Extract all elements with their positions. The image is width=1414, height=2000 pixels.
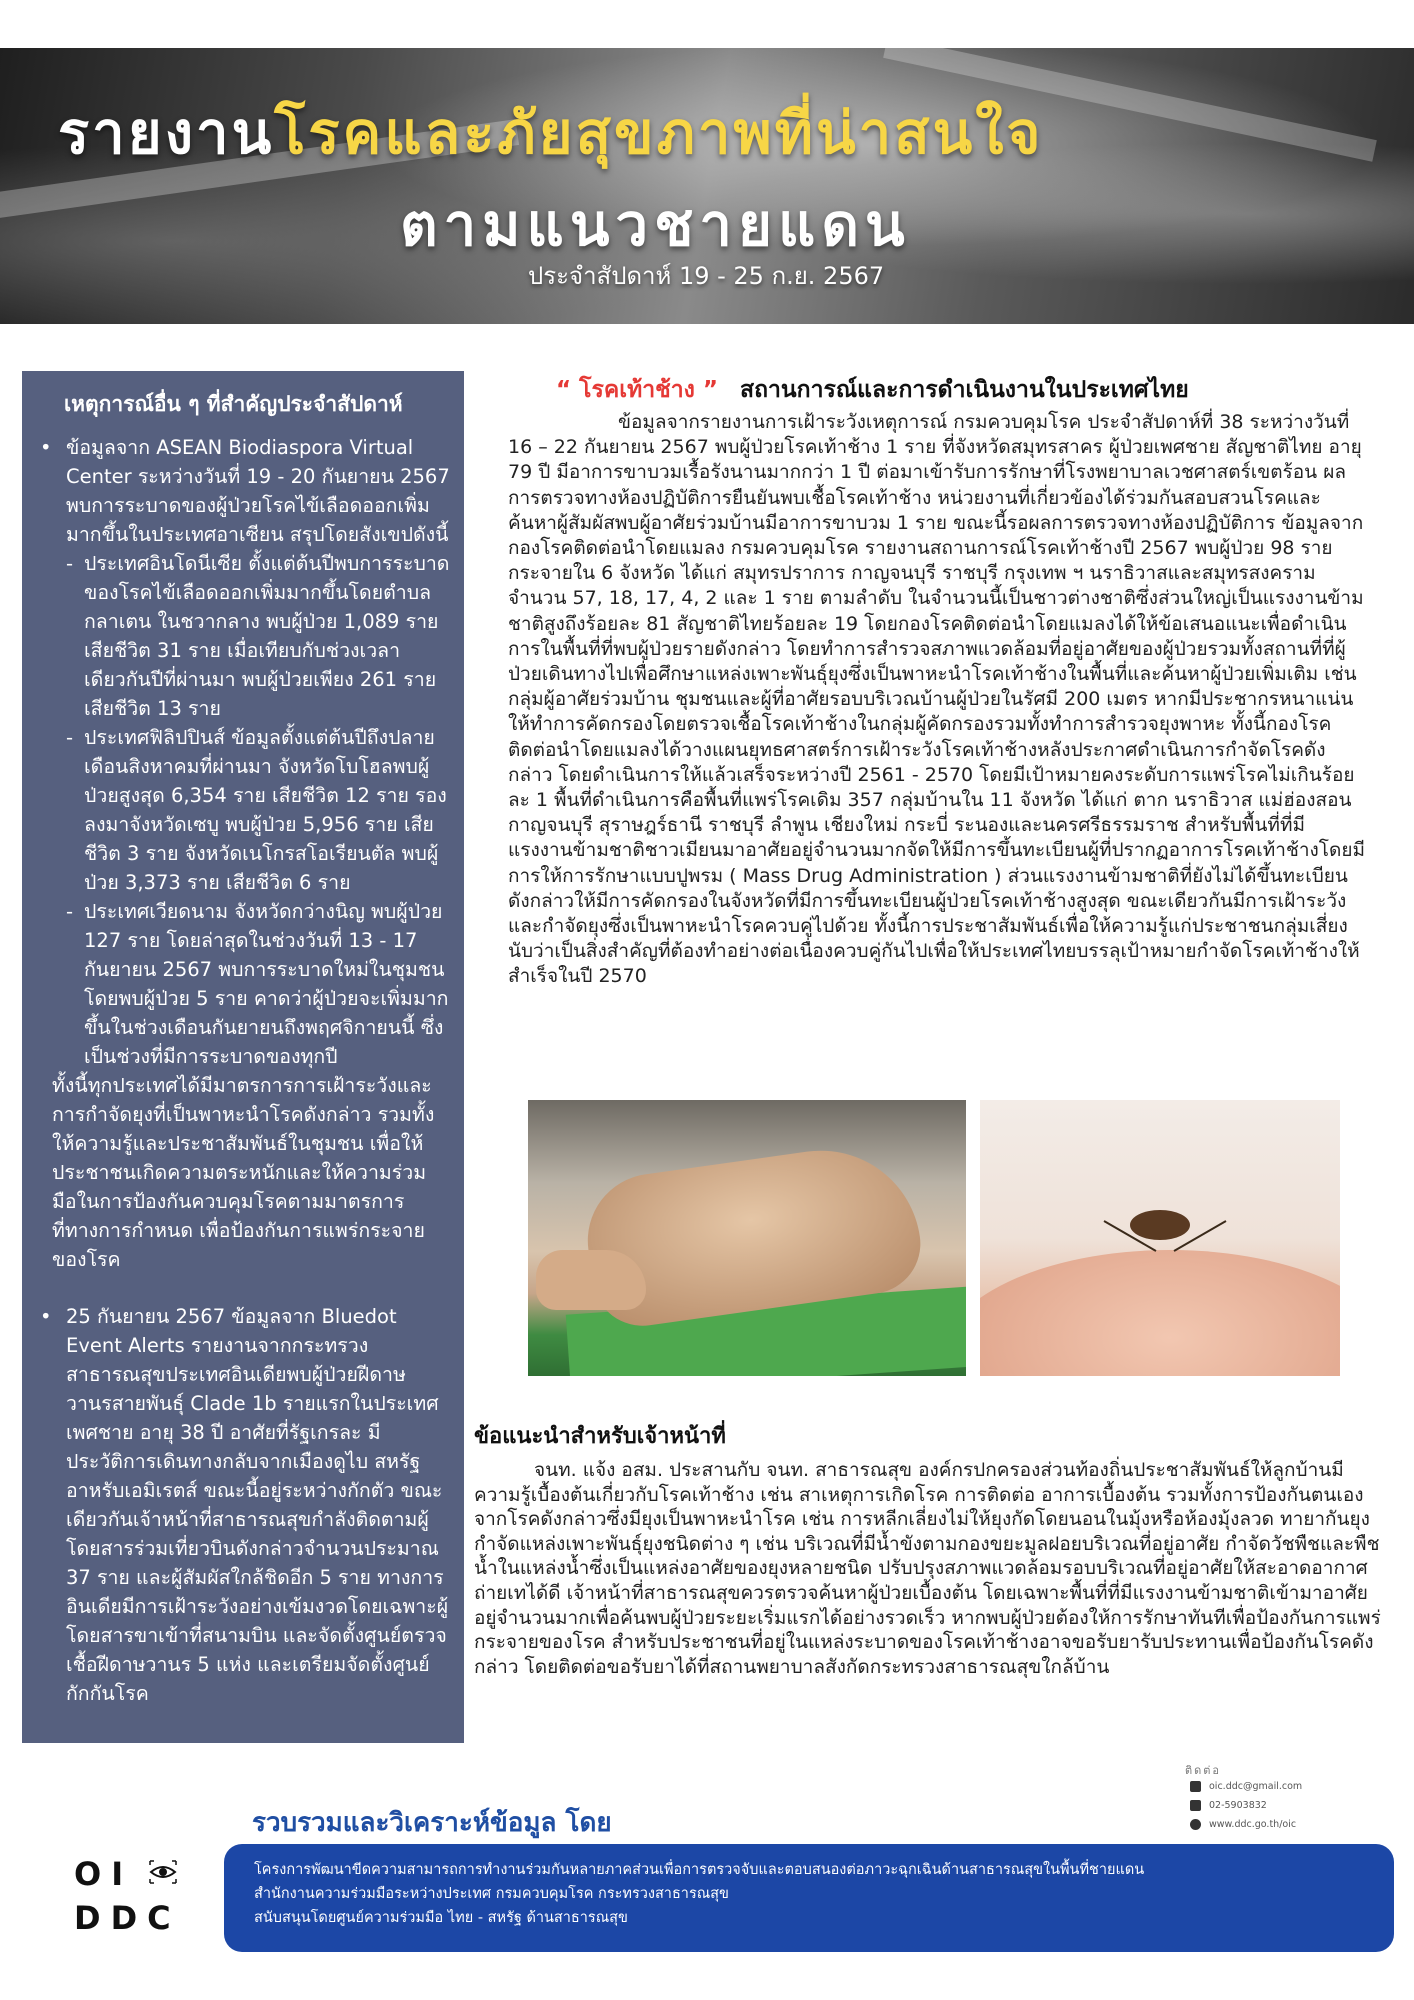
sidebar-heading: เหตุการณ์อื่น ๆ ที่สำคัญประจำสัปดาห์: [64, 392, 403, 416]
phone-icon: [1190, 1800, 1201, 1811]
contact-phone: 02-5903832: [1190, 1800, 1267, 1811]
page-title-line2: ตามแนวชายแดน: [400, 191, 911, 259]
contact-title: ติดต่อ: [1185, 1764, 1222, 1777]
contact-website: www.ddc.go.th/oic: [1190, 1819, 1296, 1830]
oi-ddc-logo: OI DDC: [74, 1855, 181, 1937]
article-title: [556, 372, 1376, 408]
photo-swollen-leg: [528, 1100, 966, 1376]
header-banner: [0, 48, 1414, 324]
footer-support-line: สนับสนุนโดยศูนย์ความร่วมมือ ไทย - สหรัฐ ด้านสาธารณสุข: [254, 1910, 628, 1926]
page-title-highlight: โรคและภัยสุขภาพที่น่าสนใจ: [274, 99, 1044, 167]
sidebar-sub-vietnam: - ประเทศเวียดนาม จังหวัดกว่างนิญ พบผู้ป่วย 127 ราย โดยล่าสุดในช่วงวันที่ 13 - 17 กันยายน 2567 พบการระบาดใหม่ในชุมชนโดยพบผู้ป่วย 5 ราย คาดว่าผู้ป่วยจะเพิ่มมากขึ้นในช่วงเดือนกันยายนถึงพฤศจิกายนนี้ ซึ่งเป็นช่วงที่มีการระบาดของทุกปี: [36, 897, 450, 1071]
page-title: รายงานโรคและภัยสุขภาพที่น่าสนใจ: [58, 99, 1044, 167]
sidebar-sub-indonesia: - ประเทศอินโดนีเซีย ตั้งแต่ต้นปีพบการระบาดของโรคไข้เลือดออกเพิ่มมากขึ้นโดยตำบลกลาเตน ในชวากลาง พบผู้ป่วย 1,089 ราย เสียชีวิต 31 ราย เมื่อเทียบกับช่วงเวลาเดียวกันปีที่ผ่านมา พบผู้ป่วยเพียง 261 ราย เสียชีวิต 13 ราย: [36, 549, 450, 723]
sidebar-other-events: [22, 371, 464, 1743]
article-title-text: สถานการณ์และการดำเนินงานในประเทศไทย: [740, 377, 1189, 403]
contact-email: oic.ddc@gmail.com: [1190, 1781, 1302, 1792]
article-body: [508, 410, 1368, 990]
globe-icon: [1190, 1819, 1201, 1830]
report-date: ประจำสัปดาห์ 19 - 25 ก.ย. 2567: [528, 262, 885, 290]
recommendation-body: [474, 1458, 1384, 1679]
article-body-text: ข้อมูลจากรายงานการเฝ้าระวังเหตุการณ์ กรมควบคุมโรค ประจำสัปดาห์ที่ 38 ระหว่างวันที่ 16 – 22 กันยายน 2567 พบผู้ป่วยโรคเท้าช้าง 1 ราย ที่จังหวัดสมุทรสาคร ผู้ป่วยเพศชาย สัญชาติไทย อายุ 79 ปี มีอาการขาบวมเรื้อรังนานมากกว่า 1 ปี ต่อมาเข้ารับการรักษาที่โรงพยาบาลเวชศาสตร์เขตร้อน ผลการตรวจทางห้องปฏิบัติการยืนยันพบเชื้อโรคเท้าช้าง หน่วยงานที่เกี่ยวข้องได้ร่วมกันสอบสวนโรคและค้นหาผู้สัมผัสพบผู้อาศัยร่วมบ้านมีอาการขาบวม 1 ราย ขณะนี้รอผลการตรวจทางห้องปฏิบัติการ ข้อมูลจากกองโรคติดต่อนำโดยแมลง กรมควบคุมโรค รายงานสถานการณ์โรคเท้าช้างปี 2567 พบผู้ป่วย 98 ราย กระจายใน 6 จังหวัด ได้แก่ สมุทรปราการ กาญจนบุรี ราชบุรี กรุงเทพ ฯ นราธิวาสและสมุทรสงคราม จำนวน 57, 18, 17, 4, 2 และ 1 ราย ตามลำดับ ในจำนวนนี้เป็นชาวต่างชาติซึ่งส่วนใหญ่เป็นแรงงานข้ามชาติสูงถึงร้อยละ 81 สัญชาติไทยร้อยละ 19 โดยกองโรคติดต่อนำโดยแมลงได้ให้ข้อเสนอแนะเพื่อดำเนินการในพื้นที่ที่พบผู้ป่วยรายดังกล่าว โดยทำการสำรวจสภาพแวดล้อมที่อยู่อาศัยของผู้ป่วยรวมทั้งสถานที่ที่ผู้ป่วยเดินทางไปเพื่อศึกษาแหล่งเพาะพันธุ์ยุงซึ่งเป็นพาหะนำโรคเท้าช้างในพื้นที่และค้นหาผู้ป่วยเพิ่มเติม เช่น กลุ่มผู้อาศัยร่วมบ้าน ชุมชนและผู้ที่อาศัยรอบบริเวณบ้านผู้ป่วยในรัศมี 200 เมตร หากมีประชากรหนาแน่นให้ทำการคัดกรองโดยตรวจเชื้อโรคเท้าช้างในกลุ่มผู้คัดกรองรวมทั้งทำการสำรวจยุงพาหะ ทั้งนี้กองโรคติดต่อนำโดยแมลงได้วางแผนยุทธศาสตร์การเฝ้าระวังโรคเท้าช้างหลังประกาศดำเนินการกำจัดโรคดังกล่าว โดยดำเนินการให้แล้วเสร็จระหว่างปี 2561 - 2570 โดยมีเป้าหมายคงระดับการแพร่โรคไม่เกินร้อยละ 1 พื้นที่ดำเนินการคือพื้นที่แพร่โรคเดิม 357 กลุ่มบ้านใน 11 จังหวัด ได้แก่ ตาก นราธิวาส แม่ฮ่องสอน กาญจนบุรี สุราษฎร์ธานี ราชบุรี ลำพูน เชียงใหม่ กระบี่ ระนองและนครศรีธรรมราช สำหรับพื้นที่ที่มีแรงงานข้ามชาติชาวเมียนมาอาศัยอยู่จำนวนมากจัดให้มีการขึ้นทะเบียนผู้ที่ปรากฏอาการโรคเท้าช้างโดยมีการให้การรักษาแบบปูพรม ( Mass Drug Administration ) ส่วนแรงงานข้ามชาติที่ยังไม่ได้ขึ้นทะเบียนดังกล่าวให้มีการคัดกรองในจังหวัดที่มีการขึ้นทะเบียนผู้ป่วยโรคเท้าช้างสูงสุด ขณะเดียวกันมีการเฝ้าระวังและกำจัดยุงซึ่งเป็นพาหะนำโรคควบคู่ไปด้วย ทั้งนี้การประชาสัมพันธ์เพื่อให้ความรู้แก่ประชาชนกลุ่มเสี่ยงนับว่าเป็นสิ่งสำคัญที่ต้องทำอย่างต่อเนื่องควบคู่กันไปเพื่อให้ประเทศไทยบรรลุเป้าหมายกำจัดโรคเท้าช้างให้สำเร็จในปี 2570: [508, 411, 1365, 988]
mail-icon: [1190, 1781, 1201, 1792]
recommendation-body-text: จนท. แจ้ง อสม. ประสานกับ จนท. สาธารณสุข องค์กรปกครองส่วนท้องถิ่นประชาสัมพันธ์ให้ลูกบ้านมีความรู้เบื้องต้นเกี่ยวกับโรคเท้าช้าง เช่น สาเหตุการเกิดโรค การติดต่อ อาการเบื้องต้น รวมทั้งการป้องกันตนเองจากโรคดังกล่าวซึ่งมียุงเป็นพาหะนำโรค เช่น การหลีกเลี่ยงไม่ให้ยุงกัดโดยนอนในมุ้งหรือห้องมุ้งลวด ทายากันยุง กำจัดแหล่งเพาะพันธุ์ยุงชนิดต่าง ๆ เช่น บริเวณที่มีน้ำขังตามกองขยะมูลฝอยบริเวณที่อยู่อาศัย กำจัดวัชพืชและพืชน้ำในแหล่งน้ำซึ่งเป็นแหล่งอาศัยของยุงหลายชนิด ปรับปรุงสภาพแวดล้อมรอบบริเวณที่อยู่อาศัยให้สะอาดอากาศถ่ายเทได้ดี เจ้าหน้าที่สาธารณสุขควรตรวจค้นหาผู้ป่วยเบื้องต้น โดยเฉพาะพื้นที่ที่มีแรงงานข้ามชาติเข้ามาอาศัยอยู่จำนวนมากเพื่อค้นพบผู้ป่วยระยะเริ่มแรกได้อย่างรวดเร็ว หากพบผู้ป่วยต้องให้การรักษาทันทีเพื่อป้องกันการแพร่กระจายของโรค สำหรับประชาชนที่อยู่ในแหล่งระบาดของโรคเท้าช้างอาจขอรับยารับประทานเพื่อป้องกันโรคดังกล่าว โดยติดต่อขอรับยาได้ที่สถานพยาบาลสังกัดกระทรวงสาธารณสุขใกล้บ้าน: [474, 1459, 1381, 1678]
recommendation-title: ข้อแนะนำสำหรับเจ้าหน้าที่: [474, 1424, 726, 1449]
sidebar-bullet-dengue: • ข้อมูลจาก ASEAN Biodiaspora Virtual Center ระหว่างวันที่ 19 - 20 กันยายน 2567 พบการระบาดของผู้ป่วยโรคไข้เลือดออกเพิ่มมากขึ้นในประเทศอาเซียน สรุปโดยสังเขปดังนี้: [36, 433, 450, 549]
article-title-highlight: “ โรคเท้าช้าง ”: [556, 377, 719, 403]
eye-icon: [148, 1857, 178, 1887]
sidebar-summary: ทั้งนี้ทุกประเทศได้มีมาตรการการเฝ้าระวังและการกำจัดยุงที่เป็นพาหะนำโรคดังกล่าว รวมทั้งให้ความรู้และประชาสัมพันธ์ในชุมชน เพื่อให้ประชาชนเกิดความตระหนักและให้ความร่วมมือในการป้องกันควบคุมโรคตามมาตรการที่ทางการกำหนด เพื่อป้องกันการแพร่กระจายของโรค: [52, 1074, 435, 1271]
footer-project-line: โครงการพัฒนาขีดความสามารถการทำงานร่วมกันหลายภาคส่วนเพื่อการตรวจจับและตอบสนองต่อภาวะฉุกเฉินด้านสาธารณสุขในพื้นที่ชายแดน: [254, 1862, 1145, 1878]
footer-credits: [224, 1844, 1394, 1952]
sidebar-bullet-mpox: • 25 กันยายน 2567 ข้อมูลจาก Bluedot Event Alerts รายงานจากกระทรวงสาธารณสุขประเทศอินเดียพบผู้ป่วยฝีดาษวานรสายพันธุ์ Clade 1b รายแรกในประเทศ เพศชาย อายุ 38 ปี อาศัยที่รัฐเกรละ มีประวัติการเดินทางกลับจากเมืองดูไบ สหรัฐอาหรับเอมิเรตส์ ขณะนี้อยู่ระหว่างกักตัว ขณะเดียวกันเจ้าหน้าที่สาธารณสุขกำลังติดตามผู้โดยสารร่วมเที่ยวบินดังกล่าวจำนวนประมาณ 37 ราย และผู้สัมผัสใกล้ชิดอีก 5 ราย ทางการอินเดียมีการเฝ้าระวังอย่างเข้มงวดโดยเฉพาะผู้โดยสารขาเข้าที่สนามบิน และจัดตั้งศูนย์ตรวจเชื้อฝีดาษวานร 5 แห่ง และเตรียมจัดตั้งศูนย์กักกันโรค: [36, 1302, 450, 1708]
compiled-by-label: รวบรวมและวิเคราะห์ข้อมูล โดย: [252, 1808, 612, 1838]
footer-office-line: สำนักงานความร่วมมือระหว่างประเทศ กรมควบคุมโรค กระทรวงสาธารณสุข: [254, 1886, 729, 1902]
photo-mosquito: [980, 1100, 1340, 1376]
sidebar-sub-philippines: - ประเทศฟิลิปปินส์ ข้อมูลตั้งแต่ต้นปีถึงปลายเดือนสิงหาคมที่ผ่านมา จังหวัดโบโฮลพบผู้ป่วยสูงสุด 6,354 ราย เสียชีวิต 12 ราย รองลงมาจังหวัดเซบู พบผู้ป่วย 5,956 ราย เสียชีวิต 3 ราย จังหวัดเนโกรสโอเรียนตัล พบผู้ป่วย 3,373 ราย เสียชีวิต 6 ราย: [36, 723, 450, 897]
